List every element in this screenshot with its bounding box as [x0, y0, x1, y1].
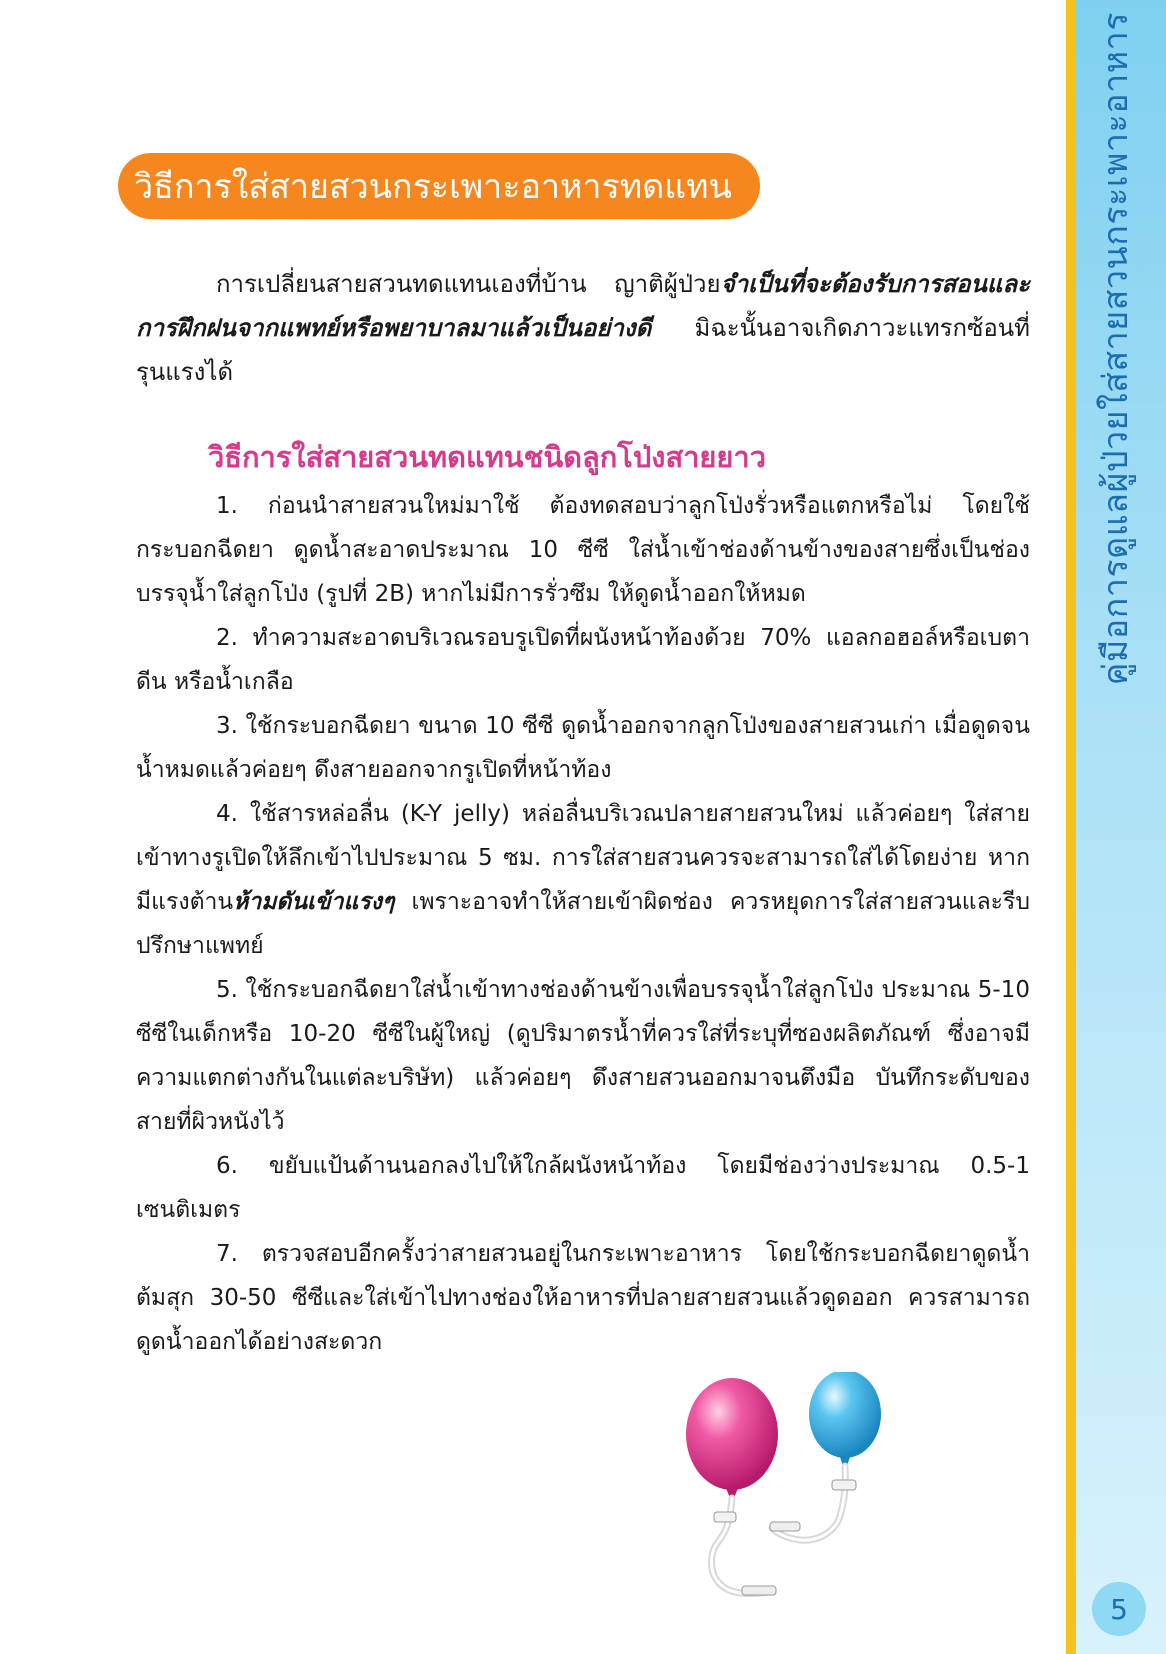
section-heading-text: วิธีการใส่สายสวนกระเพาะอาหารทดแทน: [134, 167, 732, 207]
step-4-text-b: เพราะอาจทำให้สายเข้าผิดช่อง ควรหยุดการใส่สายสวนและรีบปรึกษาแพทย์: [136, 889, 1030, 959]
step-7: 7. ตรวจสอบอีกครั้งว่าสายสวนอยู่ในกระเพาะอาหาร โดยใช้กระบอกฉีดยาดูดน้ำต้มสุก 30-50 ซีซีและใส่เข้าไปทางช่องให้อาหารที่ปลายสายสวนแล้วดูดออก ควรสามารถดูดน้ำออกได้อย่างสะดวก: [136, 1241, 1030, 1355]
page-number: 5: [1092, 1582, 1146, 1636]
steps-list: [136, 484, 1030, 1364]
step-6: 6. ขยับแป้นด้านนอกลงไปให้ใกล้ผนังหน้าท้อง โดยมีช่องว่างประมาณ 0.5-1 เซนติเมตร: [136, 1153, 1030, 1223]
step-4-warning: ห้ามดันเข้าแรงๆ: [233, 889, 395, 915]
blue-balloon: [770, 1372, 881, 1540]
pink-balloon: [686, 1378, 778, 1595]
intro-text-2: มิฉะนั้นอาจเกิดภาวะแทรกซ้อนที่รุนแรงได้: [136, 314, 1030, 386]
side-title-text: คู่มือการดูแลผู้ป่วยใส่สายสวนกระเพาะอาหาร: [1096, 12, 1136, 686]
step-4: [136, 792, 1030, 968]
section-heading: [118, 153, 760, 219]
step-1: 1. ก่อนนำสายสวนใหม่มาใช้ ต้องทดสอบว่าลูกโป่งรั่วหรือแตกหรือไม่ โดยใช้กระบอกฉีดยา ดูดน้ำสะอาดประมาณ 10 ซีซี ใส่น้ำเข้าช่องด้านข้างของสายซึ่งเป็นช่องบรรจุน้ำใส่ลูกโป่ง (รูปที่ 2B) หากไม่มีการรั่วซึม ให้ดูดน้ำออกให้หมด: [136, 493, 1030, 607]
intro-paragraph: [136, 262, 1030, 394]
intro-bold-text: จำเป็นที่จะต้องรับการสอนและการฝึกฝนจากแพทย์หรือพยาบาลมาแล้วเป็นอย่างดี: [136, 270, 1030, 342]
subheading: วิธีการใส่สายสวนทดแทนชนิดลูกโป่งสายยาว: [208, 440, 766, 474]
step-2: 2. ทำความสะอาดบริเวณรอบรูเปิดที่ผนังหน้าท้องด้วย 70% แอลกอฮอล์หรือเบตาดีน หรือน้ำเกลือ: [136, 625, 1030, 695]
step-3: 3. ใช้กระบอกฉีดยา ขนาด 10 ซีซี ดูดน้ำออกจากลูกโป่งของสายสวนเก่า เมื่อดูดจนน้ำหมดแล้วค่อยๆ ดึงสายออกจากรูเปิดที่หน้าท้อง: [136, 713, 1030, 783]
side-title: [1071, 12, 1161, 686]
balloon-catheter-illustration: [680, 1372, 940, 1634]
step-4-text-a: 4. ใช้สารหล่อลื่น (K-Y jelly) หล่อลื่นบริเวณปลายสายสวนใหม่ แล้วค่อยๆ ใส่สายเข้าทางรูเปิดให้ลึกเข้าไปประมาณ 5 ซม. การใส่สายสวนควรจะสามารถใส่ได้โดยง่าย หากมีแรงต้าน: [136, 801, 1030, 915]
intro-text-1: การเปลี่ยนสายสวนทดแทนเองที่บ้าน ญาติผู้ป่วย: [216, 270, 721, 298]
step-5: 5. ใช้กระบอกฉีดยาใส่น้ำเข้าทางช่องด้านข้างเพื่อบรรจุน้ำใส่ลูกโป่ง ประมาณ 5-10 ซีซีในเด็กหรือ 10-20 ซีซีในผู้ใหญ่ (ดูปริมาตรน้ำที่ควรใส่ที่ระบุที่ซองผลิตภัณฑ์ ซึ่งอาจมีความแตกต่างกันในแต่ละบริษัท) แล้วค่อยๆ ดึงสายสวนออกมาจนตึงมือ บันทึกระดับของสายที่ผิวหนังไว้: [136, 977, 1030, 1135]
